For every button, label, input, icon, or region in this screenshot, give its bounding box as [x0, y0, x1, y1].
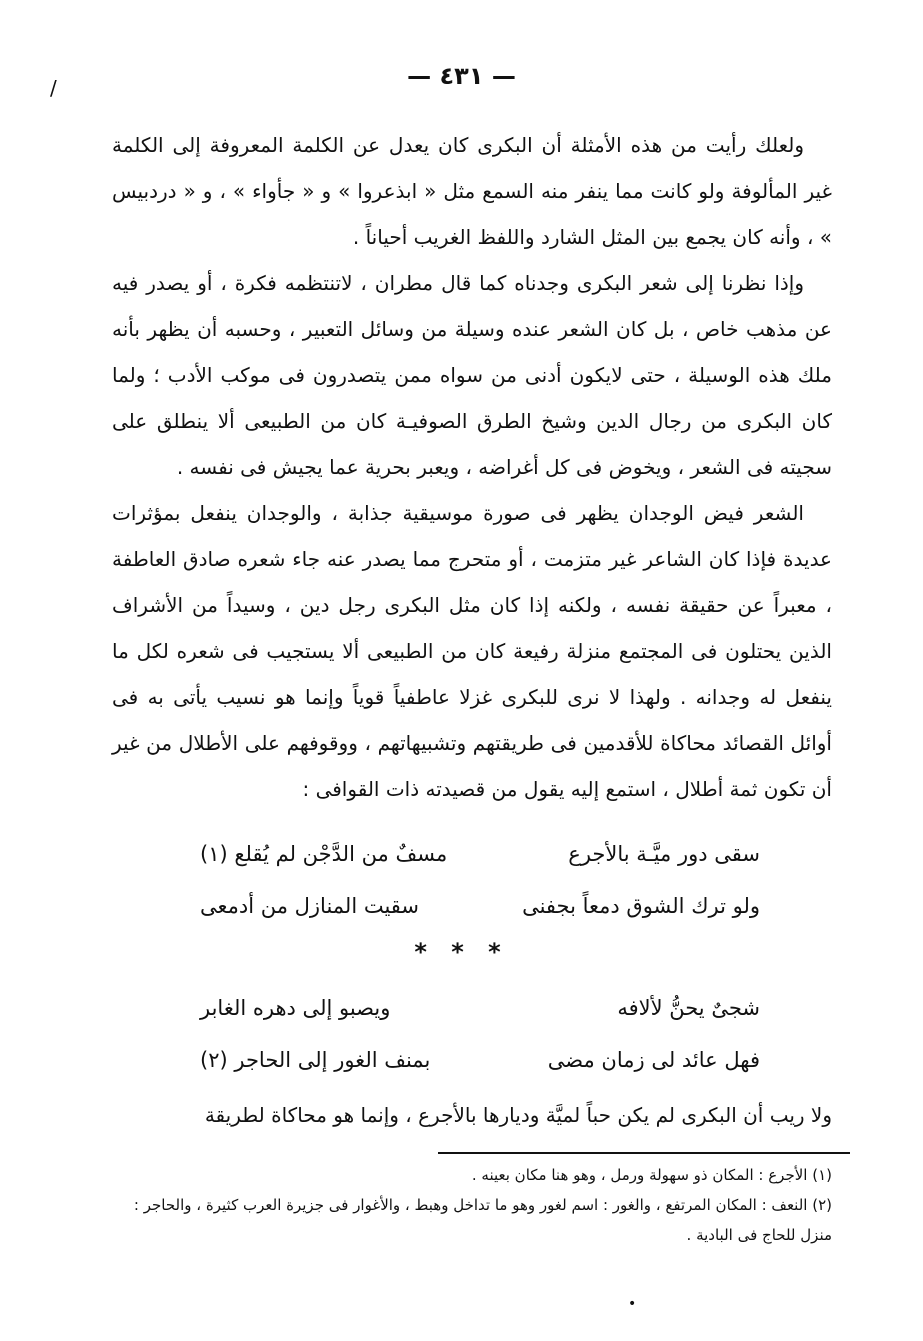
verse-line	[200, 1034, 760, 1086]
verse-first-hemistich: فهل عائد لى زمان مضى	[547, 1048, 760, 1072]
footnotes	[112, 1160, 832, 1250]
bottom-mark: •	[628, 1296, 637, 1312]
verse-line	[200, 982, 760, 1034]
footnote-1: (١) الأجرع : المكان ذو سهولة ورمل ، وهو هنا مكان بعينه .	[471, 1166, 832, 1184]
paragraph-1: ولعلك رأيت من هذه الأمثلة أن البكرى كان يعدل عن الكلمة المعروفة إلى الكلمة غير المألوفة ولو كانت مما ينفر منه السمع مثل « ابذعروا » و « جأواء » ، و « دردبيس » ، وأنه كان يجمع بين المثل الشارد واللفظ الغريب أحياناً .	[112, 133, 832, 249]
verse-line	[200, 880, 760, 932]
verse-second-hemistich: ويصبو إلى دهره الغابر	[200, 996, 391, 1020]
section-separator: * * *	[414, 938, 509, 966]
page-number: — ٤٣١ —	[407, 62, 516, 90]
corner-mark: /	[50, 76, 57, 100]
closing-paragraph-line: ولا ريب أن البكرى لم يكن حباً لميَّة وديارها بالأجرع ، وإنما هو محاكاة لطريقة	[204, 1103, 832, 1127]
footnote-2: (٢) النعف : المكان المرتفع ، والغور : اسم لغور وهو ما تداخل وهبط ، والأغوار فى جزيرة العرب كثيرة ، والحاجر : منزل للحاج فى البادية .	[133, 1196, 832, 1244]
verse-line	[200, 828, 760, 880]
body-text	[112, 122, 832, 812]
verse-first-hemistich: شجىٌ يحنُّ لألافه	[617, 996, 760, 1020]
paragraph-3: الشعر فيض الوجدان يظهر فى صورة موسيقية جذابة ، والوجدان ينفعل بمؤثرات عديدة فإذا كان الشاعر غير متزمت ، أو متحرج مما يصدر عنه جاء شعره صادق العاطفة ، معبراً عن حقيقة نفسه ، ولكنه إذا كان مثل البكرى رجل دين ، وسيداً من الأشراف الذين يحتلون فى المجتمع منزلة رفيعة كان من الطبيعى ألا يستجيب فى شعره لكل ما ينفعل له وجدانه . ولهذا لا نرى للبكرى غزلا عاطفياً قوياً وإنما هو نسيب يأتى به فى أوائل القصائد محاكاة للأقدمين فى طريقتهم وتشبيهاتهم ، ووقوفهم على الأطلال من غير أن تكون ثمة أطلال ، استمع إليه يقول من قصيدته ذات القوافى :	[112, 501, 832, 801]
verse-second-hemistich: مسفٌ من الدَّجْن لم يُقلع (١)	[200, 842, 448, 866]
verse-second-hemistich: سقيت المنازل من أدمعى	[200, 894, 420, 918]
paragraph-2: وإذا نظرنا إلى شعر البكرى وجدناه كما قال مطران ، لاتنتظمه فكرة ، أو يصدر فيه عن مذهب خاص ، بل كان الشعر عنده وسيلة من وسائل التعبير ، وحسبه أن يظهر بأنه ملك هذه الوسيلة ، حتى لايكون أدنى من سواه ممن يتصدرون فى موكب الأدب ؛ ولما كان البكرى من رجال الدين وشيخ الطرق الصوفيـة كان من الطبيعى ألا ينطلق على سجيته فى الشعر ، ويخوض فى كل أغراضه ، ويعبر بحرية عما يجيش فى نفسه .	[112, 271, 832, 479]
footnote-divider	[438, 1152, 850, 1154]
verse-first-hemistich: سقى دور ميَّـة بالأجرع	[568, 842, 760, 866]
verse-second-hemistich: بمنف الغور إلى الحاجر (٢)	[200, 1048, 431, 1072]
verse-first-hemistich: ولو ترك الشوق دمعاً بجفنى	[522, 894, 760, 918]
poem-verses-second	[200, 982, 760, 1086]
poem-verses-first	[200, 828, 760, 932]
